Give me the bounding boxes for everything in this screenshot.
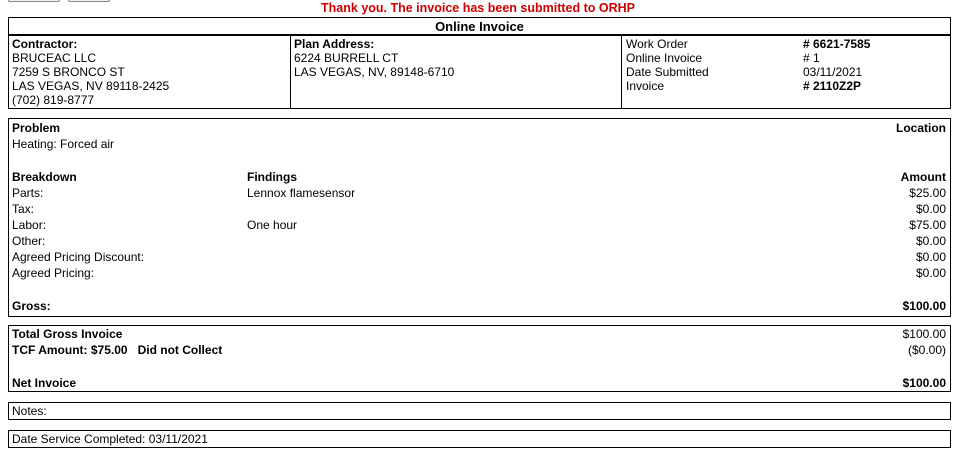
date-submitted-label: Date Submitted: [626, 65, 709, 79]
invoice-title: Online Invoice: [8, 17, 951, 35]
invoice-label: Invoice: [626, 79, 665, 93]
total-gross-label: Total Gross Invoice: [12, 327, 123, 341]
date-service-completed: Date Service Completed: 03/11/2021: [8, 430, 951, 448]
invoice-totals: [8, 325, 951, 392]
work-order-label: Work Order: [626, 37, 688, 51]
problem-value: Heating: Forced air: [12, 137, 115, 151]
submission-message: Thank you. The invoice has been submitted to ORHP: [321, 1, 635, 15]
breakdown-item-amount: $0.00: [915, 202, 946, 216]
invoice-value: # 2110Z2P: [803, 79, 862, 93]
online-invoice-label: Online Invoice: [626, 51, 703, 65]
contractor-block: [9, 36, 291, 108]
net-invoice-label: Net Invoice: [12, 376, 77, 390]
breakdown-item-label: Other:: [12, 234, 46, 248]
breakdown-item-label: Tax:: [12, 202, 35, 216]
breakdown-item-label: Labor:: [12, 218, 47, 232]
total-gross-value: $100.00: [902, 327, 946, 341]
contractor-label: Contractor:: [12, 37, 78, 51]
gross-value: $100.00: [902, 299, 946, 313]
breakdown-item-amount: $0.00: [915, 234, 946, 248]
contractor-city: LAS VEGAS, NV 89118-2425: [12, 79, 170, 93]
breakdown-item-label: Agreed Pricing:: [12, 266, 95, 280]
breakdown-item-amount: $0.00: [915, 266, 946, 280]
invoice-header: [8, 35, 951, 109]
breakdown-item-finding: One hour: [247, 218, 298, 232]
location-label: Location: [896, 121, 946, 135]
tcf-label: TCF Amount: $75.00 Did not Collect: [12, 343, 223, 357]
breakdown-item-amount: $0.00: [915, 250, 946, 264]
tcf-value: ($0.00): [907, 343, 946, 357]
work-order-value: # 6621-7585: [803, 37, 871, 51]
plan-address-city: LAS VEGAS, NV, 89148-6710: [294, 65, 455, 79]
plan-address-block: [291, 36, 622, 108]
date-submitted-value: 03/11/2021: [803, 65, 863, 79]
contractor-phone: (702) 819-8777: [12, 93, 95, 107]
contractor-name: BRUCEAC LLC: [12, 51, 97, 65]
amount-label: Amount: [900, 170, 946, 184]
plan-address-label: Plan Address:: [294, 37, 375, 51]
problem-label: Problem: [12, 121, 61, 135]
breakdown-label: Breakdown: [12, 170, 77, 184]
gross-label: Gross:: [12, 299, 51, 313]
breakdown-item-amount: $25.00: [909, 186, 946, 200]
breakdown-item-label: Agreed Pricing Discount:: [12, 250, 145, 264]
invoice-info-block: [622, 36, 950, 108]
findings-label: Findings: [247, 170, 297, 184]
contractor-street: 7259 S BRONCO ST: [12, 65, 125, 79]
net-invoice-value: $100.00: [902, 376, 946, 390]
breakdown-item-finding: Lennox flamesensor: [247, 186, 356, 200]
invoice-detail: [8, 118, 951, 317]
breakdown-item-amount: $75.00: [909, 218, 946, 232]
online-invoice-value: # 1: [803, 51, 820, 65]
breakdown-item-label: Parts:: [12, 186, 44, 200]
plan-address-street: 6224 BURRELL CT: [294, 51, 399, 65]
notes-field: Notes:: [8, 402, 951, 420]
